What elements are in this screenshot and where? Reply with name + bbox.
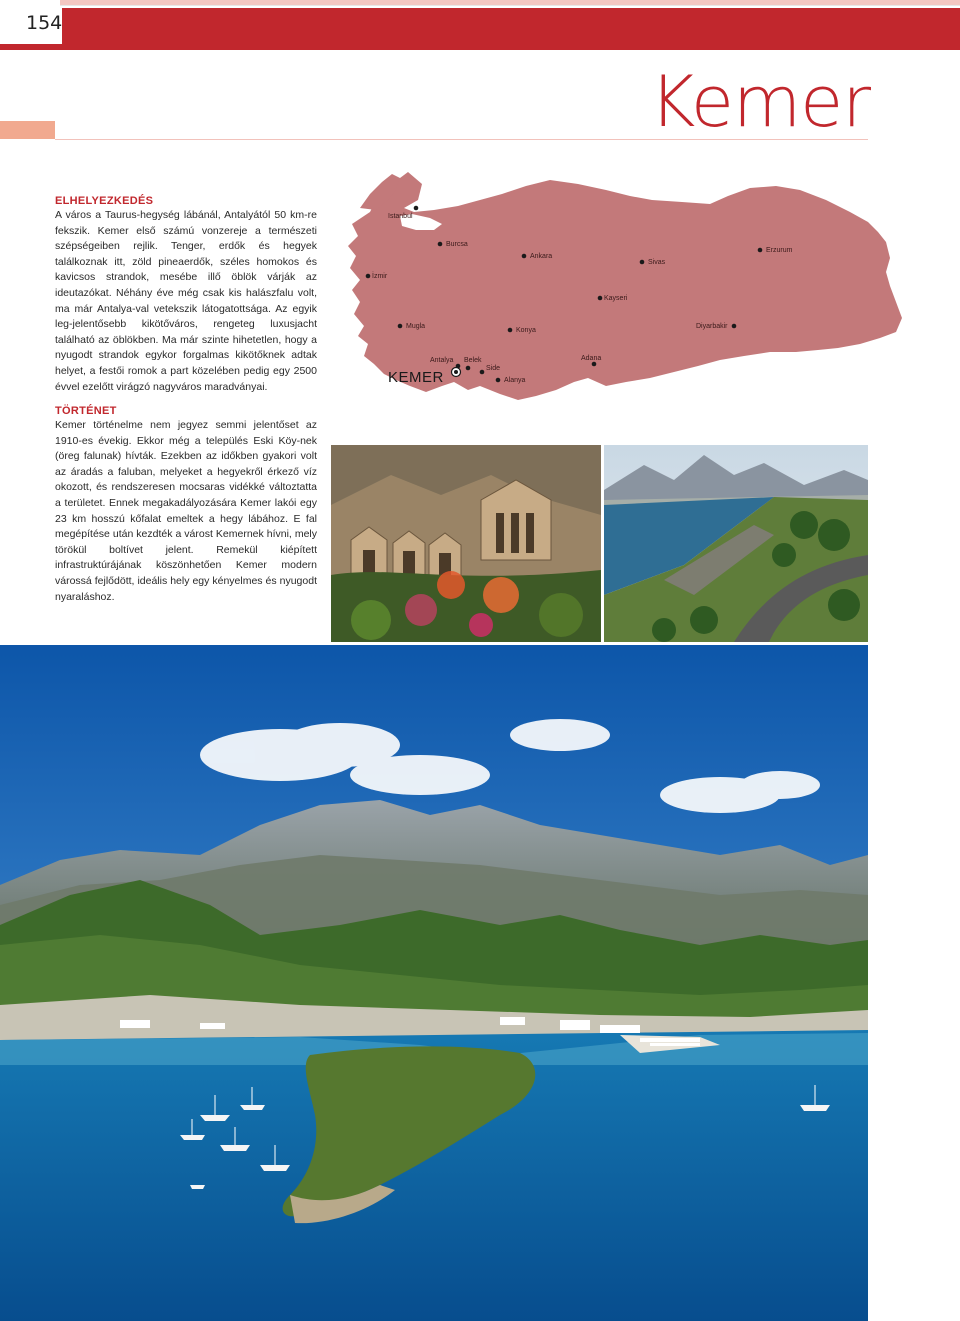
marker-kayseri: [598, 296, 603, 301]
location-heading: ELHELYEZKEDÉS: [55, 195, 154, 207]
marker-adana: [592, 362, 597, 367]
header-top-line-secondary: [60, 5, 960, 6]
location-section: [55, 195, 317, 395]
page-title: Kemer: [649, 61, 870, 143]
coastal-road-photo-art: [604, 445, 868, 642]
marker-sivas: [640, 260, 645, 265]
label-burcsa: Burcsa: [446, 241, 468, 248]
label-diyarbakir: Diyarbakir: [696, 323, 728, 330]
label-belek: Belek: [464, 357, 482, 364]
label-antalya: Antalya: [430, 357, 454, 364]
label-konya: Konya: [516, 327, 536, 334]
marker-ankara: [522, 254, 527, 259]
marker-burcsa: [438, 242, 443, 247]
history-section: [55, 405, 317, 605]
turkey-map: [330, 160, 910, 405]
coastal-road-photo: [604, 445, 868, 642]
marker-izmir: [366, 274, 371, 279]
kemer-bay-photo-art: [0, 645, 868, 1321]
header-banner: [62, 8, 960, 50]
header-banner-left-edge: [0, 44, 62, 50]
rock-tombs-photo: [331, 445, 601, 642]
rock-tombs-photo-art: [331, 445, 601, 642]
label-adana: Adana: [581, 355, 602, 362]
marker-alanya: [496, 378, 501, 383]
location-text: A város a Taurus-hegység lábánál, Antalyától 50 km-re fekszik. Kemer első számú vonzereje a természeti szépségeiben rejlik. Tenger, erdők és hegyek találkoznak itt, zöld pineaerdők, széles homokos és kavicsos strandok, mesébe illő öblök várják az ideutazókat. Néhány éve még csak kis halászfalu volt, ma már Antalya-val vetekszik látogatottsága. Az egyik leg-jelentősebb kikötőváros, rengeteg luxusjacht található az öblökben. Ma már szinte hihetetlen, hogy a nyugodt strandok egykor forgalmas kikötőknek adtak helyet, a festői romok a part közelében pedig egy 2500 évvel ezelőtt virágzó nagyváros maradványai.: [55, 209, 317, 393]
label-erzurum: Erzurum: [766, 247, 793, 254]
history-text: Kemer történelme nem jegyez semmi jelentőset az 1910-es évekig. Ekkor még a település Eski Köy-nek (öreg falunak) hívták. Ezekben az időkben gyakori volt az áradás a faluban, melyeket a hegyekről érkező víz okozott, és rendszeresen mocsaras vidékké változtatta a területet. Ennek megakadályozására Kemer lakói egy 23 km hosszú kőfalat emeltek a hegy lábához. E fal megépítése után kezdték a várost Kemernek hívni, mely törökül boltívet jelent. Remekül kiépített infrastruktúrájának köszönhetően Kemer modern várossá fejlődött, ideális hely egy kényelmes és nyugodt nyaraláshoz.: [55, 419, 317, 603]
turkey-map-shape: [348, 172, 902, 400]
marker-mugla: [398, 324, 403, 329]
kemer-bay-photo: [0, 645, 868, 1321]
label-istanbul: Istanbul: [388, 213, 413, 220]
label-kayseri: Kayseri: [604, 295, 628, 302]
marker-diyarbakir: [732, 324, 737, 329]
marker-istanbul: [414, 206, 419, 211]
marker-konya: [508, 328, 513, 333]
page-number: 154: [26, 12, 63, 34]
history-heading: TÖRTÉNET: [55, 405, 117, 417]
turkey-map-svg: [330, 160, 910, 405]
label-izmir: İzmir: [372, 273, 388, 280]
label-ankara: Ankara: [530, 253, 553, 260]
label-side: Side: [486, 365, 501, 372]
decorative-salmon-block: [0, 121, 55, 139]
marker-kemer: [454, 370, 458, 374]
marker-erzurum: [758, 248, 763, 253]
marker-belek: [466, 366, 471, 371]
marker-side: [480, 370, 485, 375]
label-mugla: Mugla: [406, 323, 426, 330]
label-kemer: KEMER: [388, 369, 444, 386]
label-alanya: Alanya: [504, 377, 526, 384]
label-sivas: Sivas: [648, 259, 666, 266]
